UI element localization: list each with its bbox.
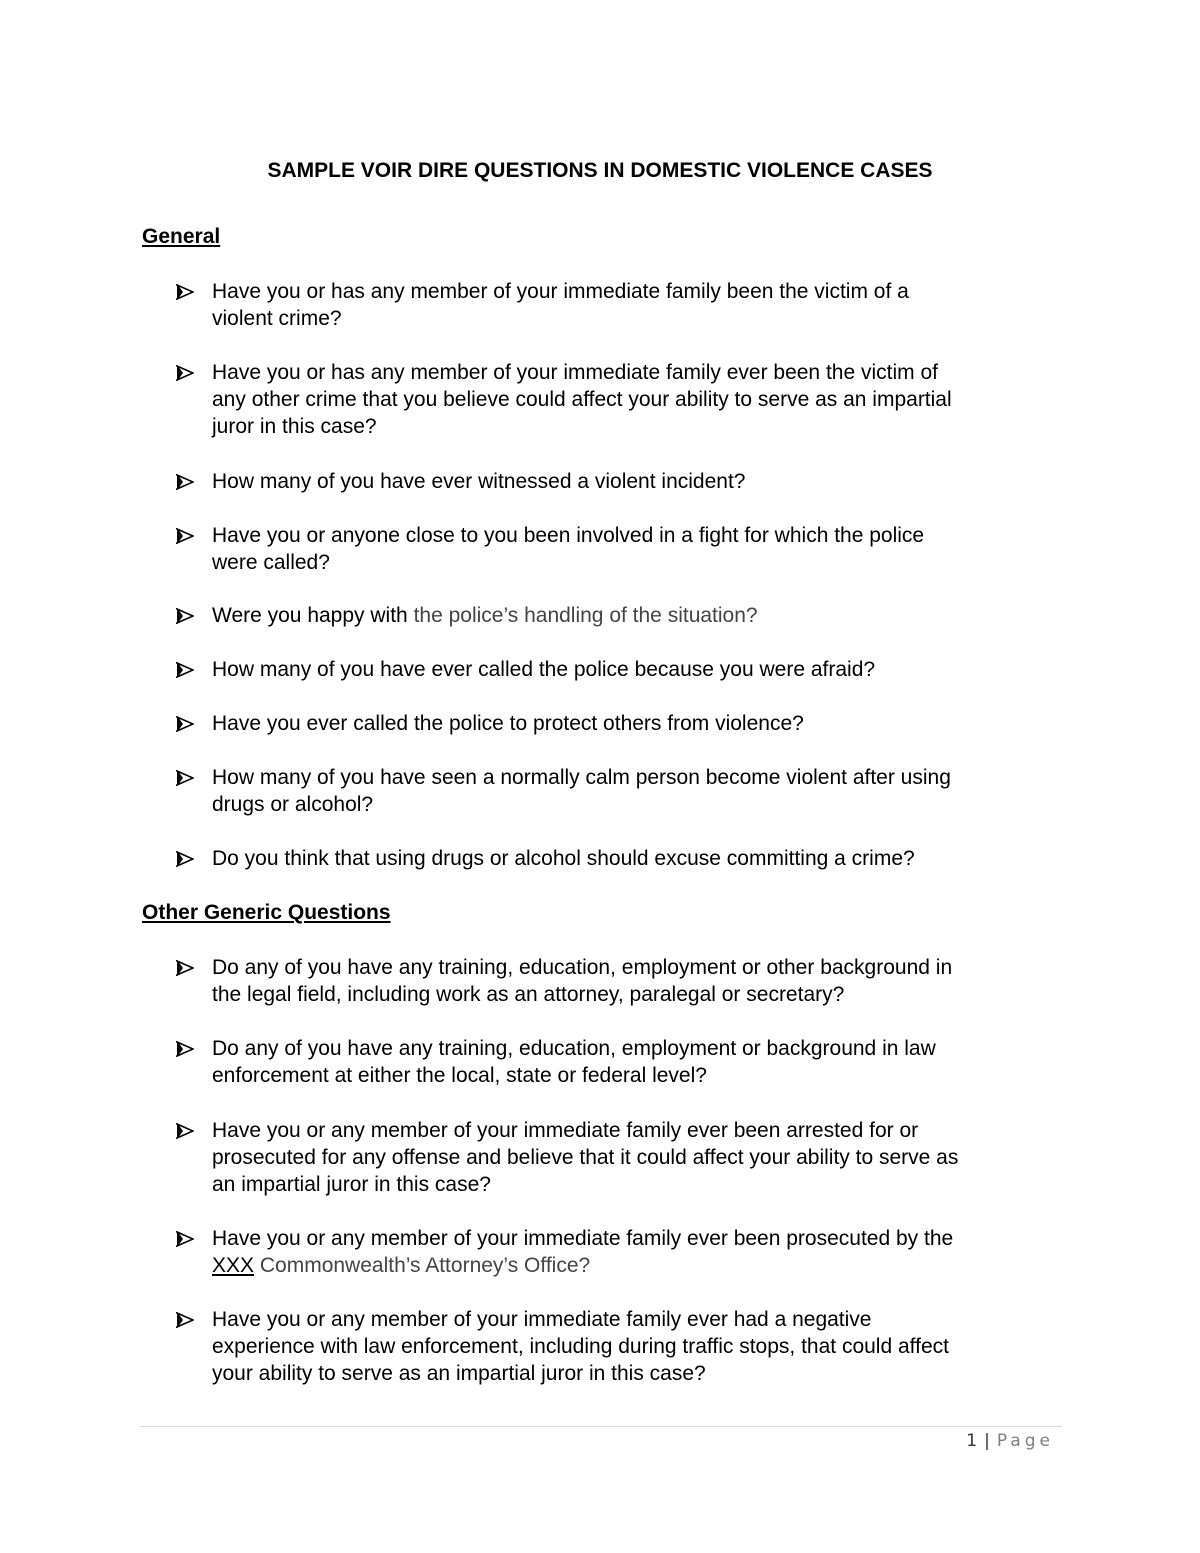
- question-text: Have you or anyone close to you been involved in a fight for which the police were called?: [212, 524, 925, 574]
- list-item: [176, 1035, 1056, 1089]
- arrowhead-bullet-icon: [176, 1225, 212, 1252]
- question-text: Do any of you have any training, education, employment or other background in the legal field, including work as an attorney, paralegal or secretary?: [212, 956, 953, 1006]
- arrowhead-bullet-icon: [176, 468, 212, 495]
- page-separator: |: [984, 1431, 991, 1451]
- list-item: [176, 710, 1056, 737]
- list-item: [176, 845, 1056, 872]
- list-item: [176, 1306, 1056, 1387]
- list-item: [176, 1117, 1056, 1198]
- arrowhead-bullet-icon: [176, 764, 212, 791]
- arrowhead-bullet-icon: [176, 359, 212, 386]
- list-item: [176, 522, 1056, 576]
- section-heading-general: General: [142, 225, 221, 248]
- question-text: [212, 602, 758, 629]
- arrowhead-bullet-icon: [176, 602, 212, 629]
- question-text-rest: Commonwealth’s Attorney’s Office?: [254, 1254, 591, 1277]
- arrowhead-bullet-icon: [176, 954, 212, 981]
- question-text: Have you or any member of your immediate family ever had a negative experience with law enforcement, including during traffic stops, that could affect your ability to serve as an impartial juror in this case?: [212, 1308, 949, 1385]
- list-item: [176, 656, 1056, 683]
- question-text: Do you think that using drugs or alcohol should excuse committing a crime?: [212, 847, 915, 870]
- question-text: How many of you have ever witnessed a violent incident?: [212, 470, 746, 493]
- arrowhead-bullet-icon: [176, 1306, 212, 1333]
- page-number: 1: [966, 1431, 979, 1451]
- list-item: [176, 468, 1056, 495]
- question-text-line1: Have you or any member of your immediate family ever been prosecuted by the: [212, 1227, 954, 1250]
- question-text: Have you or has any member of your immediate family been the victim of a violent crime?: [212, 280, 909, 330]
- page-title: SAMPLE VOIR DIRE QUESTIONS IN DOMESTIC VIOLENCE CASES: [267, 159, 933, 183]
- question-text: Have you or has any member of your immediate family ever been the victim of any other crime that you believe could affect your ability to serve as an impartial juror in this case?: [212, 361, 952, 438]
- arrowhead-bullet-icon: [176, 522, 212, 549]
- question-text: How many of you have ever called the police because you were afraid?: [212, 658, 876, 681]
- arrowhead-bullet-icon: [176, 845, 212, 872]
- page-label: Page: [996, 1431, 1054, 1451]
- question-text-rest: the police’s handling of the situation?: [413, 604, 758, 627]
- question-text: How many of you have seen a normally calm person become violent after using drugs or alcohol?: [212, 766, 951, 816]
- question-text: Do any of you have any training, education, employment or background in law enforcement at either the local, state or federal level?: [212, 1037, 936, 1087]
- list-item: [176, 359, 1056, 440]
- section-heading-other-generic-questions: Other Generic Questions: [142, 901, 391, 924]
- arrowhead-bullet-icon: [176, 278, 212, 305]
- page-number-footer: [966, 1431, 1054, 1451]
- list-item: [176, 764, 1056, 818]
- list-item: [176, 1225, 1056, 1279]
- footer-divider: [140, 1426, 1062, 1427]
- list-item: [176, 602, 1056, 629]
- question-text-prefix: Were you happy with: [212, 604, 414, 627]
- office-placeholder: XXX: [212, 1254, 255, 1277]
- question-text: Have you ever called the police to protect others from violence?: [212, 712, 804, 735]
- list-item: [176, 278, 1056, 332]
- list-item: [176, 954, 1056, 1008]
- question-text: Have you or any member of your immediate family ever been arrested for or prosecuted for any offense and believe that it could affect your ability to serve as an impartial juror in this case?: [212, 1119, 959, 1196]
- arrowhead-bullet-icon: [176, 1117, 212, 1144]
- arrowhead-bullet-icon: [176, 710, 212, 737]
- question-text: [212, 1225, 953, 1279]
- arrowhead-bullet-icon: [176, 1035, 212, 1062]
- arrowhead-bullet-icon: [176, 656, 212, 683]
